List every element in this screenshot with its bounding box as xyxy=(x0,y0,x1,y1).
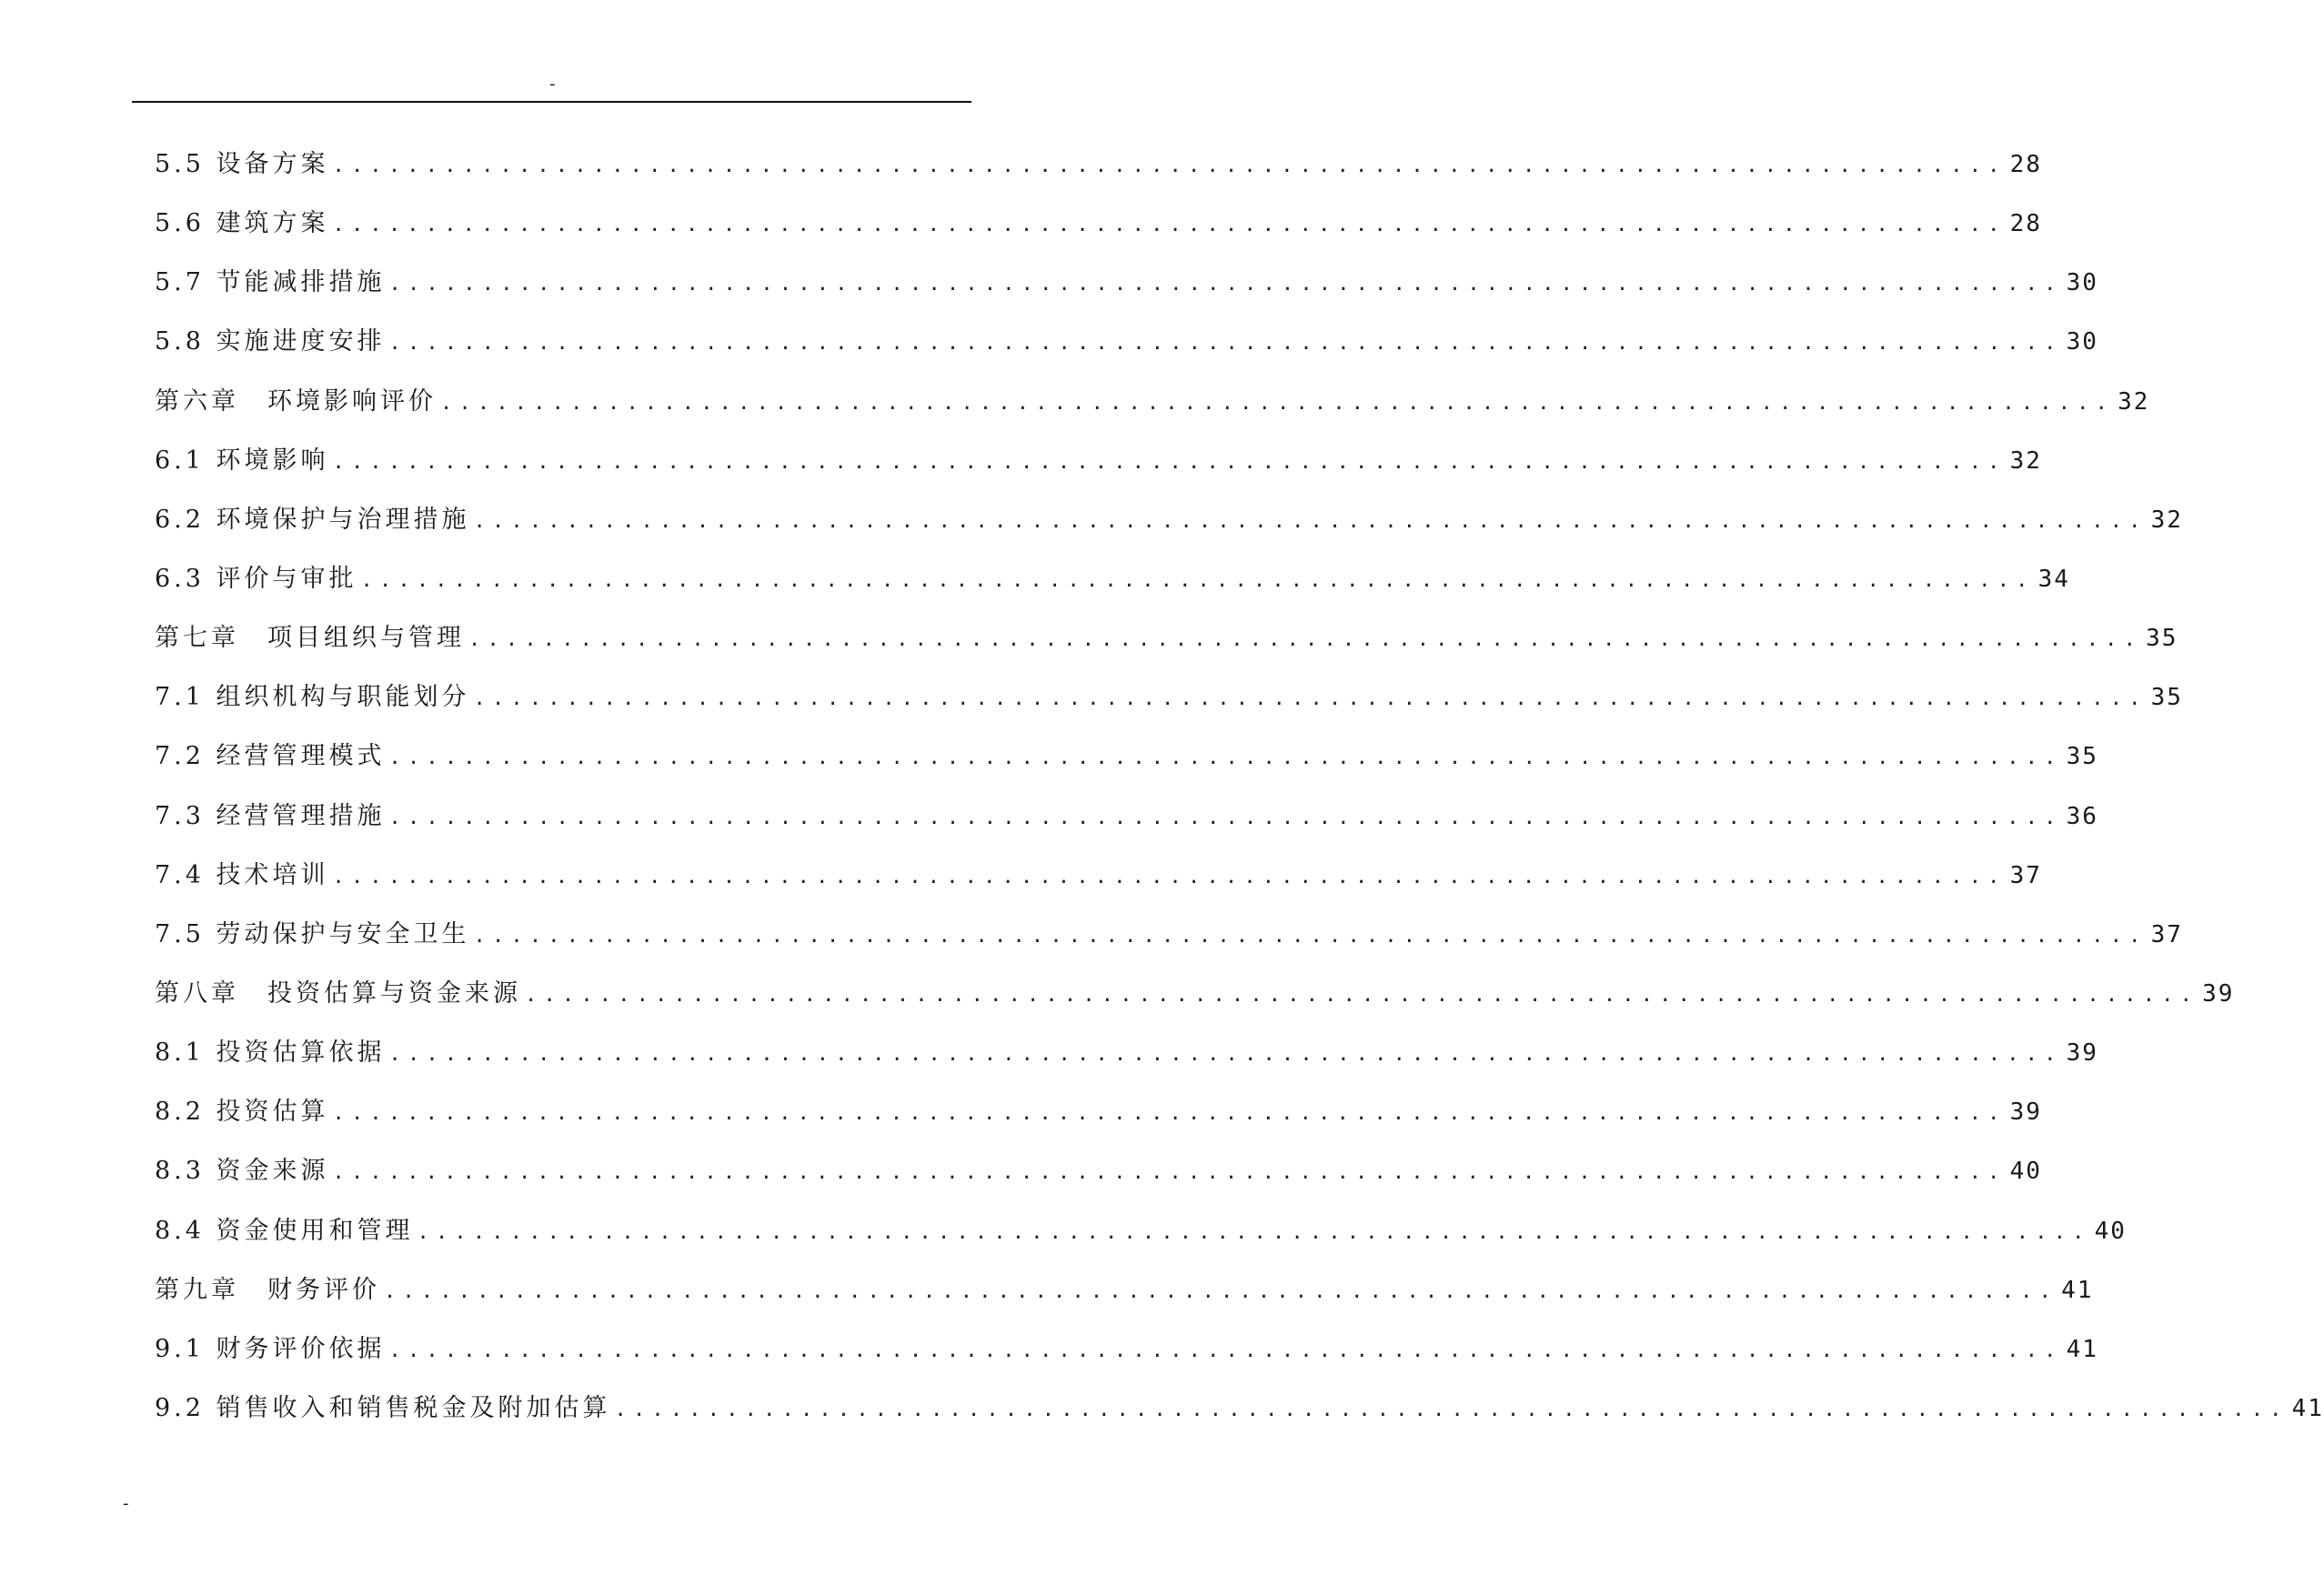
toc-entry-label: 5.7 节能减排措施 xyxy=(155,268,386,297)
toc-dot-leader: .......................................................................................... xyxy=(332,1102,2007,1126)
toc-entry[interactable] xyxy=(155,431,2042,490)
toc-entry-label: 7.4 技术培训 xyxy=(155,860,329,889)
toc-dot-leader: .......................................................................................... xyxy=(332,155,2007,177)
toc-entry-page: 39 xyxy=(2202,979,2235,1008)
toc-entry-label: 第六章 环境影响评价 xyxy=(155,386,437,416)
header-mark: - xyxy=(549,75,556,94)
toc-entry[interactable] xyxy=(155,253,2098,312)
toc-entry-label: 5.6 建筑方案 xyxy=(155,209,329,238)
toc-dot-leader: .......................................................................................... xyxy=(332,214,2007,237)
toc-entry-page: 41 xyxy=(2066,1335,2098,1363)
toc-dot-leader: .......................................................................................... xyxy=(332,1161,2007,1185)
toc-entry-page: 28 xyxy=(2009,210,2042,238)
toc-entry-page: 37 xyxy=(2150,920,2183,948)
toc-entry[interactable] xyxy=(155,787,2098,846)
toc-entry-page: 30 xyxy=(2066,269,2098,297)
toc-entry-page: 36 xyxy=(2066,802,2098,830)
footer-mark: - xyxy=(123,1494,129,1513)
toc-dot-leader: .......................................................................................... xyxy=(473,687,2148,711)
toc-entry[interactable] xyxy=(155,667,2183,727)
toc-entry-page: 41 xyxy=(2061,1276,2094,1304)
toc-entry-page: 35 xyxy=(2146,625,2178,653)
toc-entry[interactable] xyxy=(155,194,2042,253)
toc-dot-leader: .......................................................................................... xyxy=(388,806,2063,829)
toc-entry-page: 28 xyxy=(2009,151,2042,178)
toc-dot-leader: .......................................................................................... xyxy=(388,273,2063,296)
toc-entry[interactable] xyxy=(155,1201,2127,1260)
toc-entry-label: 8.3 资金来源 xyxy=(155,1157,329,1186)
toc-entry[interactable] xyxy=(155,727,2098,786)
toc-entry-label: 5.8 实施进度安排 xyxy=(155,327,386,356)
toc-dot-leader: .......................................................................................... xyxy=(473,924,2148,948)
toc-entry-label: 5.5 设备方案 xyxy=(155,150,329,178)
toc-entry[interactable] xyxy=(155,1023,2098,1082)
toc-dot-leader: .......................................................................................... xyxy=(440,391,2115,415)
toc-dot-leader: .......................................................................................... xyxy=(417,1220,2091,1244)
toc-entry[interactable] xyxy=(155,846,2042,905)
toc-dot-leader: .......................................................................................... xyxy=(473,509,2148,533)
toc-entry[interactable] xyxy=(155,1082,2042,1141)
toc-entry-page: 37 xyxy=(2009,861,2042,889)
toc-entry-page: 40 xyxy=(2009,1158,2042,1186)
toc-entry-label: 7.5 劳动保护与安全卫生 xyxy=(155,919,470,948)
toc-chapter-entry[interactable] xyxy=(155,1260,2094,1319)
toc-entry-label: 第七章 项目组织与管理 xyxy=(155,624,465,653)
toc-entry[interactable] xyxy=(155,1141,2042,1200)
toc-entry-label: 第八章 投资估算与资金来源 xyxy=(155,978,521,1008)
toc-entry-label: 7.1 组织机构与职能划分 xyxy=(155,683,470,712)
toc-entry[interactable] xyxy=(155,490,2183,549)
toc-dot-leader: .......................................................................................... xyxy=(468,628,2143,652)
toc-entry[interactable] xyxy=(155,135,2042,194)
toc-entry[interactable] xyxy=(155,312,2098,371)
toc-entry-label: 6.2 环境保护与治理措施 xyxy=(155,505,470,534)
toc-entry-label: 6.3 评价与审批 xyxy=(155,564,357,593)
toc-entry-page: 39 xyxy=(2066,1039,2098,1068)
toc-entry-page: 30 xyxy=(2066,328,2098,356)
toc-dot-leader: .......................................................................................... xyxy=(332,865,2007,888)
toc-entry-label: 8.4 资金使用和管理 xyxy=(155,1216,414,1245)
toc-dot-leader: .......................................................................................... xyxy=(388,332,2063,356)
header-rule xyxy=(132,101,971,103)
toc-entry[interactable] xyxy=(155,1319,2098,1379)
toc-entry[interactable] xyxy=(155,905,2183,964)
toc-entry-page: 32 xyxy=(2009,446,2042,475)
toc-entry-label: 8.1 投资估算依据 xyxy=(155,1038,386,1068)
toc-dot-leader: .......................................................................................... xyxy=(332,450,2007,474)
toc-entry-label: 9.2 销售收入和销售税金及附加估算 xyxy=(155,1393,611,1422)
toc-dot-leader: .......................................................................................... xyxy=(388,1043,2063,1067)
toc-chapter-entry[interactable] xyxy=(155,964,2235,1023)
toc-entry-page: 39 xyxy=(2009,1098,2042,1127)
toc-dot-leader: .......................................................................................... xyxy=(384,1279,2058,1303)
toc-chapter-entry[interactable] xyxy=(155,372,2150,431)
toc-chapter-entry[interactable] xyxy=(155,608,2178,667)
table-of-contents xyxy=(155,135,2324,1438)
toc-entry-label: 9.1 财务评价依据 xyxy=(155,1334,386,1363)
toc-entry-label: 7.2 经营管理模式 xyxy=(155,742,386,771)
toc-entry-label: 8.2 投资估算 xyxy=(155,1098,329,1127)
toc-entry-page: 35 xyxy=(2150,684,2183,712)
toc-entry-label: 第九章 财务评价 xyxy=(155,1275,380,1304)
toc-entry-page: 35 xyxy=(2066,743,2098,771)
toc-entry-label: 6.1 环境影响 xyxy=(155,446,329,475)
toc-dot-leader: .......................................................................................... xyxy=(388,747,2063,770)
toc-entry-page: 41 xyxy=(2291,1394,2324,1422)
toc-dot-leader: .......................................................................................... xyxy=(360,568,2035,592)
toc-entry-label: 7.3 经营管理措施 xyxy=(155,801,386,830)
toc-entry-page: 34 xyxy=(2037,565,2070,593)
toc-dot-leader: .......................................................................................... xyxy=(388,1339,2063,1362)
toc-entry-page: 32 xyxy=(2150,506,2183,534)
toc-entry-page: 40 xyxy=(2094,1217,2127,1245)
toc-entry-page: 32 xyxy=(2118,387,2150,416)
toc-dot-leader: .......................................................................................... xyxy=(525,983,2199,1007)
toc-dot-leader: .......................................................................................... xyxy=(614,1398,2289,1421)
toc-entry[interactable] xyxy=(155,1379,2324,1438)
toc-entry[interactable] xyxy=(155,549,2070,608)
